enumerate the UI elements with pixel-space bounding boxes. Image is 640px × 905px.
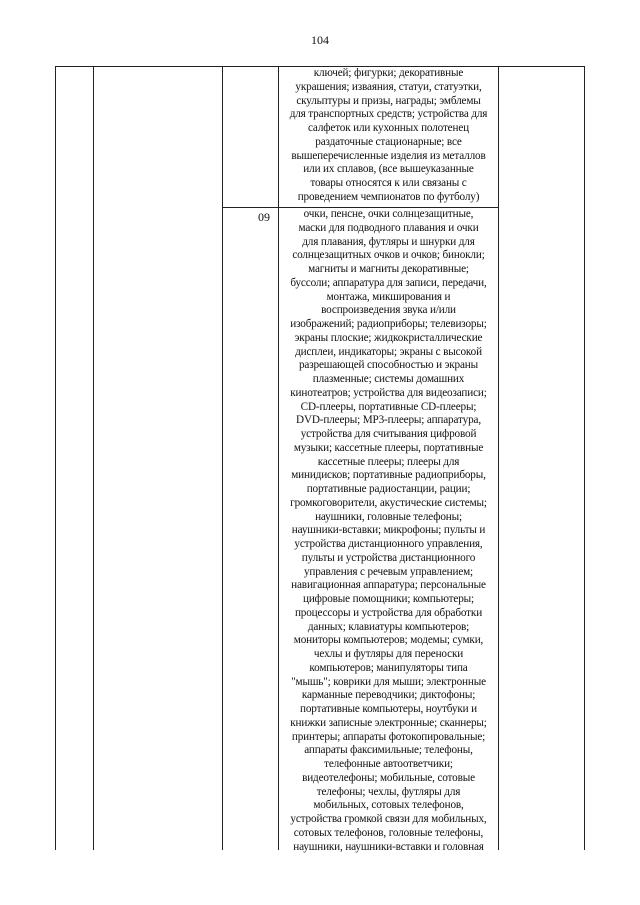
text-line: для транспортных средств; устройства для	[289, 108, 488, 121]
text-line: видеотелефоны; мобильные, сотовые	[302, 771, 475, 784]
text-line: книжки записные электронные; сканнеры;	[290, 716, 487, 729]
text-line: маски для подводного плавания и очки	[298, 221, 479, 234]
text-line: данных; клавиатуры компьютеров;	[307, 620, 470, 633]
goods-description-cell	[279, 67, 498, 205]
text-line: портативные радиостанции, рации;	[306, 483, 471, 495]
text-line: дисплеи, индикаторы; экраны с высокой	[295, 345, 482, 358]
text-line: ключей; фигурки; декоративные	[313, 67, 464, 79]
text-line: солнцезащитных очков и очков; бинокли;	[292, 249, 485, 262]
text-line: для плавания, футляры и шнурки для	[302, 235, 475, 248]
text-line: магниты и магниты декоративные;	[308, 263, 469, 275]
text-line: CD-плееры, портативные CD-плееры;	[300, 400, 477, 413]
text-line: мониторы компьютеров; модемы; сумки,	[293, 634, 484, 647]
text-line: воспроизведения звука и/или	[321, 304, 456, 317]
text-line: разрешающей способностью и экраны	[298, 359, 479, 372]
text-line: сотовых телефонов, головные телефоны,	[293, 826, 484, 839]
text-line: изображений; радиоприборы; телевизоры;	[290, 318, 487, 330]
text-line: устройства дистанционного управления,	[294, 538, 483, 550]
text-line: проведением чемпионатов по футболу)	[297, 190, 480, 203]
class-code-cell: 09	[258, 210, 270, 224]
text-line: наушники, головные телефоны;	[315, 510, 462, 523]
text-line: аппараты факсимильные; телефоны,	[304, 744, 473, 757]
column-border-1	[55, 66, 56, 850]
text-line: кинотеатров; устройства для видеозаписи;	[290, 386, 487, 399]
text-line: "мышь"; коврики для мыши; электронные	[291, 675, 486, 688]
goods-description-cell	[279, 208, 498, 854]
text-line: музыки; кассетные плееры, портативные	[293, 441, 484, 454]
text-line: наушники-вставки; микрофоны; пульты и	[291, 524, 486, 537]
text-line: минидисков; портативные радиоприборы,	[291, 469, 486, 482]
column-border-2	[93, 66, 94, 850]
text-line: устройства громкой связи для мобильных,	[290, 813, 487, 825]
text-line: процессоры и устройства для обработки	[294, 606, 483, 619]
text-line: кассетные плееры; плееры для	[317, 455, 460, 468]
text-line: управления с речевым управлением;	[303, 565, 474, 578]
text-line: чехлы и футляры для переноски	[313, 648, 464, 660]
text-line: пульты и устройства дистанционного	[301, 551, 476, 564]
text-line: мобильных, сотовых телефонов,	[313, 799, 464, 812]
text-line: раздаточные стационарные; все	[315, 135, 462, 148]
text-line: вышеперечисленные изделия из металлов	[291, 149, 486, 162]
text-line: цифровые помощники; компьютеры;	[303, 593, 474, 605]
column-border-6	[584, 66, 585, 850]
text-line: устройства для считывания цифровой	[300, 428, 477, 440]
text-line: украшения; изваяния, статуи, статуэтки,	[295, 80, 482, 93]
text-line: навигационная аппаратура; персональные	[291, 579, 486, 592]
text-line: салфеток или кухонных полотенец	[307, 122, 469, 134]
text-line: телефоны; чехлы, футляры для	[316, 785, 461, 798]
text-line: товары относятся к или связаны с	[310, 177, 467, 189]
text-line: карманные переводчики; диктофоны;	[301, 689, 476, 702]
text-line: принтеры; аппараты фотокопировальные;	[291, 730, 486, 743]
column-border-5	[498, 66, 499, 850]
text-line: плазменные; системы домашних	[312, 373, 465, 385]
text-line: телефонные автоответчики;	[324, 758, 453, 770]
text-line: компьютеров; манипуляторы типа	[309, 661, 468, 674]
text-line: скульптуры и призы, награды; эмблемы	[296, 94, 481, 107]
text-line: очки, пенсне, очки солнцезащитные,	[303, 208, 474, 220]
text-line: буссоли; аппаратура для записи, передачи,	[290, 276, 487, 289]
text-line: портативные компьютеры, ноутбуки и	[300, 703, 477, 715]
text-line: экраны плоские; жидкокристаллические	[294, 331, 483, 344]
text-line: громкоговорители, акустические системы;	[290, 496, 487, 509]
column-border-3	[222, 66, 223, 850]
text-line: DVD-плееры; MP3-плееры; аппаратура,	[296, 414, 481, 427]
text-line: монтажа, микширования и	[326, 290, 451, 303]
text-line: или их сплавов, (все вышеуказанные	[303, 163, 474, 176]
page-number: 104	[311, 33, 329, 47]
text-line: наушники, наушники-вставки и головная	[293, 840, 484, 853]
